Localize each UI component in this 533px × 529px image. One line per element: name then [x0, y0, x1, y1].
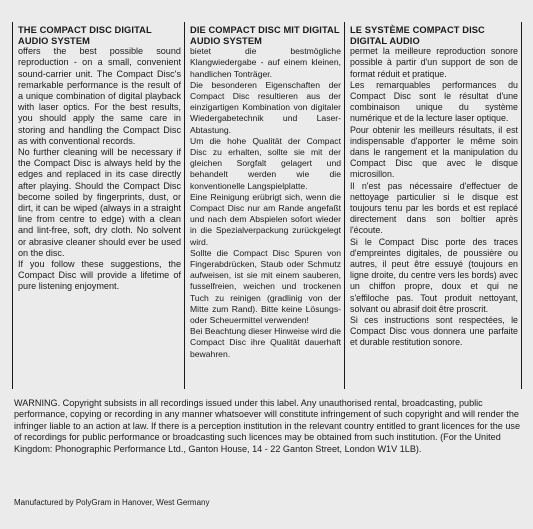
manufacturer-note: Manufactured by PolyGram in Hanover, West Germany — [14, 498, 210, 507]
paragraph: Si ces instructions sont respectées, le Compact Disc vous donnera une parfaite et durable restitution sonore. — [350, 315, 518, 348]
paragraph: Si le Compact Disc porte des traces d'empreintes digitales, de poussière ou autres, il peut être essuyé (toujours en ligne droite, du centre vers les bords) avec un chiffon propre, doux et qui ne s'effiloche pas. Tout produit nettoyant, solvant ou abrasif doit être proscrit. — [350, 236, 518, 314]
paragraph: Die besonderen Eigenschaften der Compact Disc resultieren aus der einzigartigen Kombination von digitaler Wiedergabetechnik und Laser-Abtastung. — [190, 79, 341, 135]
column-german — [184, 22, 344, 389]
paragraph: Eine Reinigung erübrigt sich, wenn die Compact Disc nur am Rande angefaßt und nach dem Abspielen sofort wieder in die Spezialverpackung zurückgelegt wird. — [190, 191, 341, 247]
paragraph: If you follow these suggestions, the Compact Disc will provide a lifetime of pure listening enjoyment. — [18, 259, 181, 292]
paragraph: Um die hohe Qualität der Compact Disc zu erhalten, sollte sie mit der gleichen Sorgfalt gelagert und behandelt werden wie die konventionelle Langspielplatte. — [190, 135, 341, 191]
paragraph: No further cleaning will be necessary if the Compact Disc is always held by the edges and replaced in its case directly after playing. Should the Compact Disc become soiled by fingerprints, dust, or dirt, it can be wiped (always in a straight line from centre to edge) with a clean and lint-free, soft, dry cloth. No solvent or abrasive cleaner should ever be used on the disc. — [18, 147, 181, 258]
paragraph: Bei Beachtung dieser Hinweise wird die Compact Disc ihre Qualität dauerhaft bewahren. — [190, 326, 341, 359]
paragraph: Sollte die Compact Disc Spuren von Fingerabdrücken, Staub oder Schmutz aufweisen, ist sie mit einem sauberen, fusselfreien, weichen und trockenen Tuch zu reinigen (gradlinig von der Mitte zum Rand). Bitte keine Lösungs- oder Scheuermittel verwenden! — [190, 247, 341, 326]
column-french — [344, 22, 522, 389]
paragraph: Les remarquables performances du Compact Disc sont le résultat d'une combinaison unique du système numérique et de la lecture laser optique. — [350, 79, 518, 124]
column-heading: LE SYSTÈME COMPACT DISC DIGITAL AUDIO — [350, 25, 485, 46]
paragraph: Il n'est pas nécessaire d'effectuer de nettoyage particulier si le disque est toujours tenu par les bords et est replacé directement dans son boîtier après l'écoute. — [350, 180, 518, 236]
paragraph: bietet die bestmögliche Klangwiedergabe - auf einem kleinen, handlichen Tonträger. — [190, 46, 341, 79]
column-english — [12, 22, 184, 389]
care-instructions-columns — [12, 22, 522, 389]
paragraph: permet la meilleure reproduction sonore possible à partir d'un support de son de format réduit et pratique. — [350, 46, 518, 79]
copyright-warning: WARNING. Copyright subsists in all recordings issued under this label. Any unauthorised rental, broadcasting, public performance, copying or recording in any manner whatsoever will constitute infringement of such copyright and will render the infringer liable to an action at law. If there is a perception institution in the relevant country entitled to grant licences for the use of recordings for public performance or broadcasting such licences may be obtained from such institution. (For the United Kingdom: Phonographic Performance Ltd., Ganton House, 14 - 22 Ganton Street, London W1V 1LB). — [14, 398, 521, 454]
column-heading: THE COMPACT DISC DIGITAL AUDIO SYSTEM — [18, 25, 152, 46]
paragraph: offers the best possible sound reproduction - on a small, convenient sound-carrier unit. The Compact Disc's remarkable performance is the result of a unique combination of digital playback with laser optics. For the best results, you should apply the same care in storing and handling the Compact Disc as with conventional records. — [18, 46, 181, 146]
paragraph: Pour obtenir les meilleurs résultats, il est indispensable d'apporter le même soin dans le rangement et la manipulation du Compact Disc que avec le disque microsillon. — [350, 124, 518, 180]
column-heading: DIE COMPACT DISC MIT DIGITAL AUDIO SYSTEM — [190, 25, 340, 46]
